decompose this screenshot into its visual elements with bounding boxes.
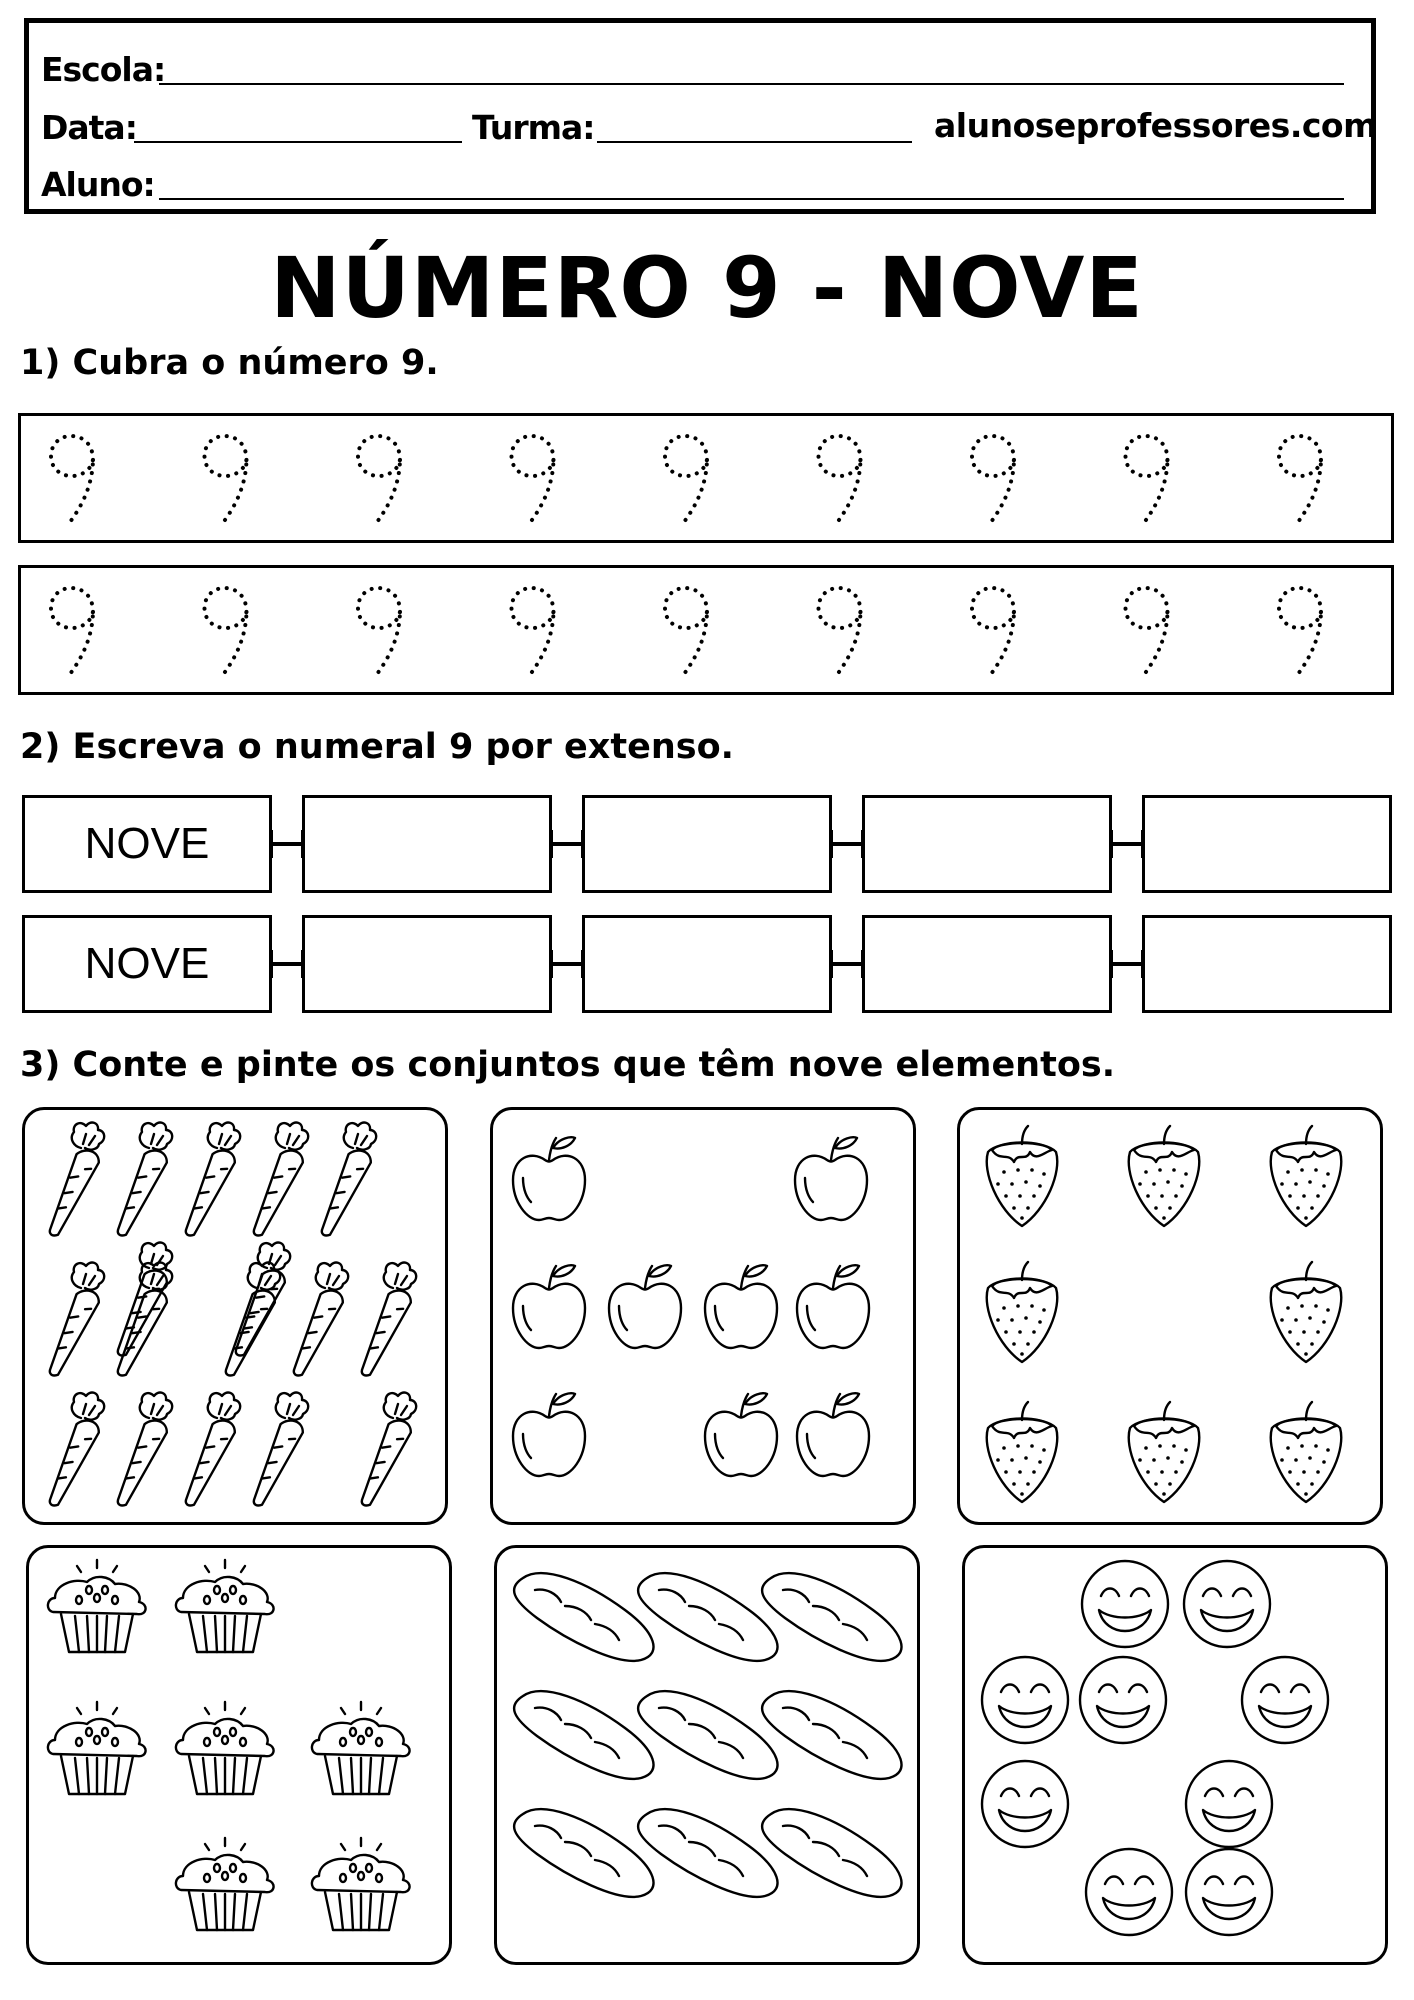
dotted-nine-icon <box>1279 436 1321 526</box>
dotted-nine-icon <box>972 436 1014 526</box>
word-box[interactable] <box>302 795 552 893</box>
carrot-icon <box>321 1123 376 1240</box>
dotted-nine-icon <box>665 436 707 526</box>
dotted-nine-icon <box>51 436 93 526</box>
connector <box>1112 842 1142 846</box>
apple-icon <box>513 1393 585 1476</box>
class-label: Turma: <box>472 108 595 147</box>
apples-group <box>493 1110 916 1525</box>
cupcake-icon <box>48 1702 146 1794</box>
connector <box>552 962 582 966</box>
bread-icon <box>514 1691 653 1779</box>
set-strawberries[interactable] <box>957 1107 1383 1525</box>
bread-icon <box>762 1573 901 1661</box>
strawberry-icon <box>987 1262 1058 1362</box>
apple-icon <box>795 1137 867 1220</box>
word-box[interactable] <box>582 915 832 1013</box>
school-label: Escola: <box>41 50 166 89</box>
bread-icon <box>638 1809 777 1897</box>
carrots-group <box>25 1110 448 1525</box>
set-breads[interactable] <box>494 1545 920 1965</box>
school-line[interactable] <box>159 83 1344 85</box>
exercise2-instruction: 2) Escreva o numeral 9 por extenso. <box>20 727 734 767</box>
cupcake-icon <box>176 1560 274 1652</box>
smiley-icon <box>1186 1849 1272 1935</box>
carrot-icon <box>253 1123 308 1240</box>
exercise1-instruction: 1) Cubra o número 9. <box>20 343 439 383</box>
strawberry-icon <box>1129 1126 1200 1226</box>
word-box[interactable] <box>302 915 552 1013</box>
set-cupcakes[interactable] <box>26 1545 452 1965</box>
smiley-icon <box>982 1761 1068 1847</box>
word-row-2 <box>22 915 1392 1015</box>
connector <box>552 842 582 846</box>
connector <box>272 962 302 966</box>
set-apples[interactable] <box>490 1107 916 1525</box>
dotted-nine-icon <box>358 588 400 678</box>
breads-group <box>497 1548 920 1965</box>
carrot-icon <box>293 1263 348 1380</box>
dotted-nine-icon <box>205 588 247 678</box>
apple-icon <box>797 1393 869 1476</box>
word-box[interactable] <box>582 795 832 893</box>
word-box: NOVE <box>22 915 272 1013</box>
cupcake-icon <box>312 1838 410 1930</box>
date-label: Data: <box>41 108 137 147</box>
page-title: NÚMERO 9 - NOVE <box>270 239 1144 337</box>
strawberry-icon <box>1129 1402 1200 1502</box>
student-line[interactable] <box>159 198 1344 200</box>
website-text: alunoseprofessores.com <box>934 106 1377 145</box>
apple-icon <box>797 1265 869 1348</box>
carrot-icon <box>361 1263 416 1380</box>
set-carrots[interactable] <box>22 1107 448 1525</box>
dotted-nine-icon <box>1126 588 1168 678</box>
connector <box>1112 962 1142 966</box>
dotted-nine-icon <box>205 436 247 526</box>
strawberry-icon <box>1271 1262 1342 1362</box>
date-line[interactable] <box>134 141 462 143</box>
apple-icon <box>609 1265 681 1348</box>
dotted-nine-icon <box>972 588 1014 678</box>
cupcake-icon <box>48 1560 146 1652</box>
strawberry-icon <box>1271 1126 1342 1226</box>
word-box[interactable] <box>862 795 1112 893</box>
smiley-icon <box>1082 1561 1168 1647</box>
smiley-icon <box>982 1657 1068 1743</box>
bread-icon <box>638 1573 777 1661</box>
word-row-1 <box>22 795 1392 895</box>
trace-row-1[interactable] <box>18 413 1394 543</box>
bread-icon <box>514 1809 653 1897</box>
carrot-icon <box>49 1123 104 1240</box>
dotted-nine-icon <box>358 436 400 526</box>
smiley-icon <box>1086 1849 1172 1935</box>
apple-icon <box>705 1393 777 1476</box>
strawberry-icon <box>987 1126 1058 1226</box>
carrot-icon <box>185 1393 240 1510</box>
dotted-nines-row-2 <box>21 568 1397 698</box>
dotted-nine-icon <box>51 588 93 678</box>
smiley-icon <box>1184 1561 1270 1647</box>
exercise3-instruction: 3) Conte e pinte os conjuntos que têm nove elementos. <box>20 1045 1115 1085</box>
strawberry-icon <box>1271 1402 1342 1502</box>
student-label: Aluno: <box>41 165 155 204</box>
apple-icon <box>513 1137 585 1220</box>
carrot-icon <box>49 1263 104 1380</box>
word-box[interactable] <box>1142 915 1392 1013</box>
apple-icon <box>513 1265 585 1348</box>
carrot-icon <box>361 1393 416 1510</box>
smiley-icon <box>1186 1761 1272 1847</box>
dotted-nine-icon <box>512 588 554 678</box>
smiley-icon <box>1242 1657 1328 1743</box>
carrot-icon <box>185 1123 240 1240</box>
dotted-nine-icon <box>819 588 861 678</box>
cupcakes-group <box>29 1548 452 1965</box>
bread-icon <box>762 1809 901 1897</box>
word-box: NOVE <box>22 795 272 893</box>
smileys-group <box>965 1548 1388 1965</box>
carrot-icon <box>117 1123 172 1240</box>
cupcake-icon <box>176 1702 274 1794</box>
word-box[interactable] <box>862 915 1112 1013</box>
carrot-icon <box>225 1263 280 1380</box>
bread-icon <box>638 1691 777 1779</box>
strawberries-group <box>960 1110 1383 1525</box>
connector <box>832 842 862 846</box>
dotted-nine-icon <box>819 436 861 526</box>
set-smileys[interactable] <box>962 1545 1388 1965</box>
carrot-icon <box>49 1393 104 1510</box>
dotted-nine-icon <box>665 588 707 678</box>
carrot-icon <box>235 1243 290 1360</box>
dotted-nine-icon <box>512 436 554 526</box>
class-line[interactable] <box>597 141 912 143</box>
apple-icon <box>705 1265 777 1348</box>
smiley-icon <box>1080 1657 1166 1743</box>
carrot-icon <box>253 1393 308 1510</box>
connector <box>832 962 862 966</box>
trace-row-2[interactable] <box>18 565 1394 695</box>
header-box <box>24 18 1376 214</box>
carrot-icon <box>117 1393 172 1510</box>
dotted-nine-icon <box>1126 436 1168 526</box>
connector <box>272 842 302 846</box>
word-box[interactable] <box>1142 795 1392 893</box>
dotted-nines-row-1 <box>21 416 1397 546</box>
strawberry-icon <box>987 1402 1058 1502</box>
dotted-nine-icon <box>1279 588 1321 678</box>
bread-icon <box>762 1691 901 1779</box>
cupcake-icon <box>312 1702 410 1794</box>
bread-icon <box>514 1573 653 1661</box>
cupcake-icon <box>176 1838 274 1930</box>
